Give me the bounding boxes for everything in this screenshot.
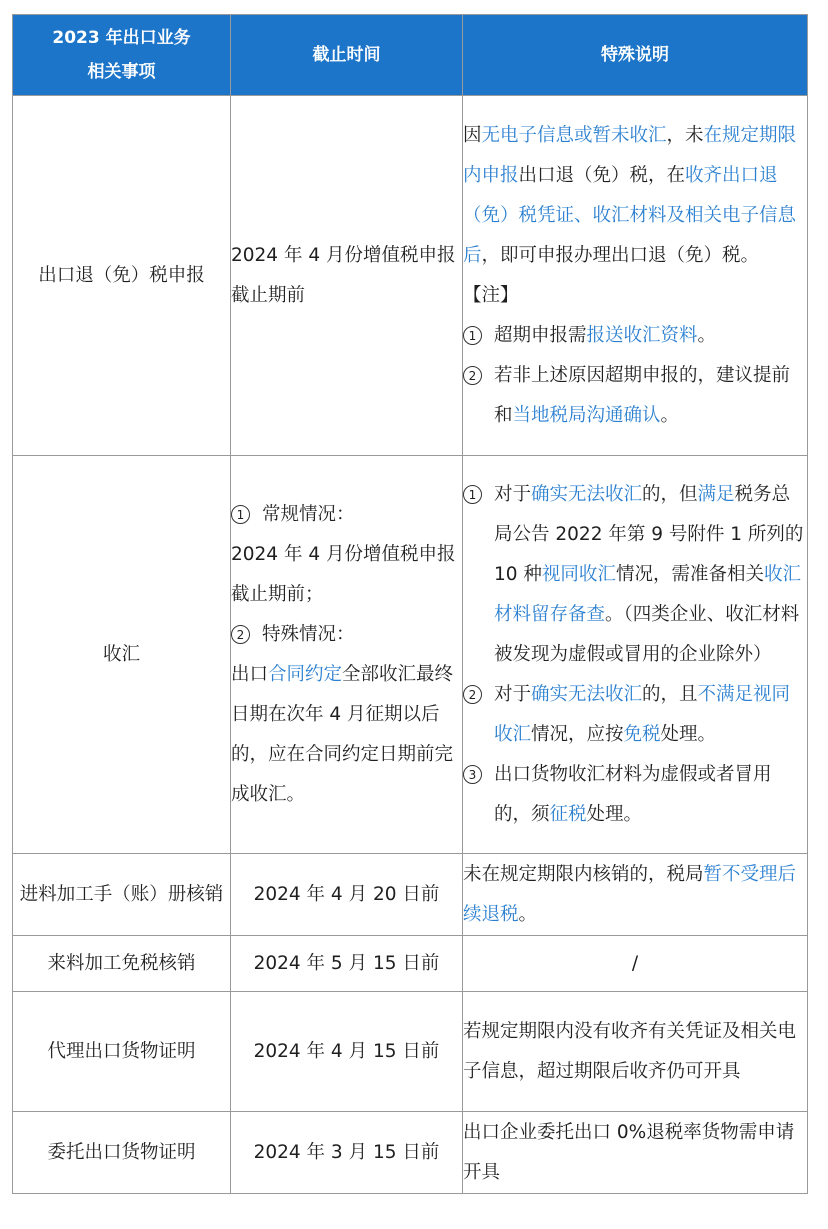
notes-cell: /: [463, 936, 808, 992]
item-cell: 来料加工免税核销: [13, 936, 231, 992]
notes-cell: [463, 96, 808, 456]
list-item: 2 对于确实无法收汇的，且不满足视同收汇情况，应按免税处理。: [463, 675, 807, 755]
list-item: 1 超期申报需报送收汇资料。: [463, 316, 807, 356]
table-row: [13, 1112, 808, 1194]
deadline-text: 2024 年 4 月份增值税申报截止期前；: [231, 543, 456, 605]
list-item: 2 特殊情况：: [231, 615, 462, 655]
circled-number-icon: 1: [463, 485, 482, 504]
note-label: 【注】: [463, 284, 519, 306]
table-row: [13, 854, 808, 936]
deadline-cell: 2024 年 3 月 15 日前: [231, 1112, 463, 1194]
list-item: 1 对于确实无法收汇的，但满足税务总局公告 2022 年第 9 号附件 1 所列的 10 种视同收汇情况，需准备相关收汇材料留存备查。（四类企业、收汇材料被发现为虚假或冒用的企业除外）: [463, 475, 807, 675]
header-deadline: 截止时间: [231, 15, 463, 96]
list-item: 3 出口货物收汇材料为虚假或者冒用的，须征税处理。: [463, 755, 807, 835]
item-cell: 收汇: [13, 456, 231, 854]
item-cell: 进料加工手（账）册核销: [13, 854, 231, 936]
circled-number-icon: 2: [463, 685, 482, 704]
table-row: [13, 96, 808, 456]
table-row: [13, 992, 808, 1112]
deadline-cell: 2024 年 5 月 15 日前: [231, 936, 463, 992]
notes-cell: 未在规定期限内核销的，税局暂不受理后续退税。: [463, 854, 808, 936]
circled-number-icon: 3: [463, 765, 482, 784]
table-row: [13, 936, 808, 992]
notes-paragraph: 因无电子信息或暂未收汇，未在规定期限内申报出口退（免）税，在收齐出口退（免）税凭证、收汇材料及相关电子信息后，即可申报办理出口退（免）税。: [463, 124, 797, 266]
deadline-cell: 2024 年 4 月 15 日前: [231, 992, 463, 1112]
header-notes: 特殊说明: [463, 15, 808, 96]
deadline-text: 出口合同约定全部收汇最终日期在次年 4 月征期以后的，应在合同约定日期前完成收汇。: [231, 663, 454, 805]
circled-number-icon: 2: [231, 625, 250, 644]
deadline-cell: 2024 年 4 月 20 日前: [231, 854, 463, 936]
list-item: 2 若非上述原因超期申报的，建议提前和当地税局沟通确认。: [463, 356, 807, 436]
header-row: [13, 15, 808, 96]
circled-number-icon: 1: [231, 505, 250, 524]
list-item: 1 常规情况：: [231, 495, 462, 535]
item-cell: 出口退（免）税申报: [13, 96, 231, 456]
table-row: [13, 456, 808, 854]
item-cell: 委托出口货物证明: [13, 1112, 231, 1194]
circled-number-icon: 2: [463, 366, 482, 385]
notes-cell: 出口企业委托出口 0%退税率货物需申请开具: [463, 1112, 808, 1194]
deadline-table: [12, 14, 808, 1194]
deadline-cell: [231, 456, 463, 854]
deadline-cell: 2024 年 4 月份增值税申报截止期前: [231, 96, 463, 456]
header-item: 2023 年出口业务相关事项: [13, 15, 231, 96]
circled-number-icon: 1: [463, 326, 482, 345]
notes-cell: [463, 456, 808, 854]
notes-cell: 若规定期限内没有收齐有关凭证及相关电子信息，超过期限后收齐仍可开具: [463, 992, 808, 1112]
item-cell: 代理出口货物证明: [13, 992, 231, 1112]
